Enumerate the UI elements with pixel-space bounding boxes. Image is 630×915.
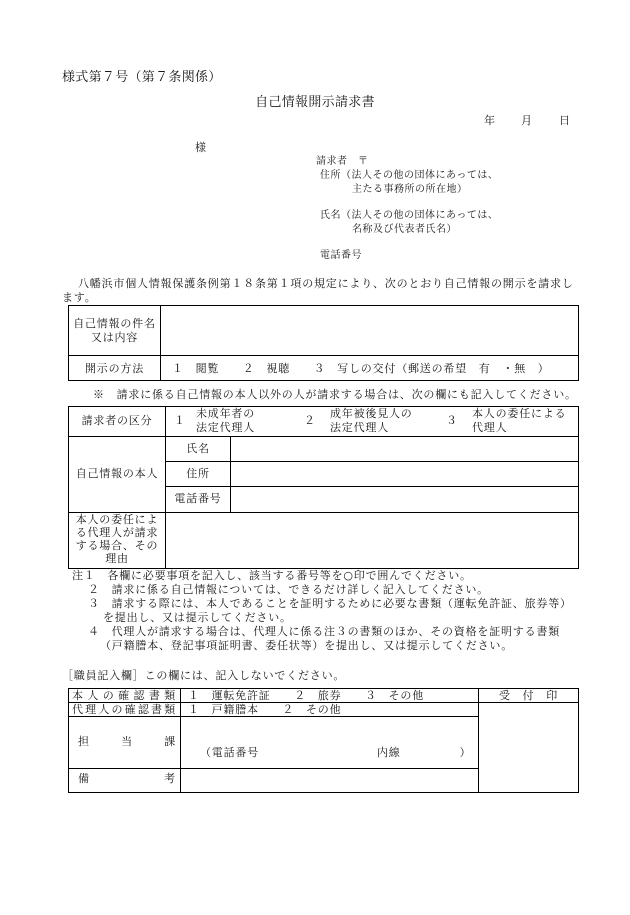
reason-label-line-3: する場合、その (75, 539, 159, 552)
phone-label: 電話番号 (320, 250, 362, 261)
identity-document-options: １ 運転免許証 ２ 旅券 ３ その他 (188, 689, 424, 702)
date-year-label: 年 (484, 114, 496, 127)
subject-value-area (161, 306, 578, 355)
proxy-document-label: 代理人の確認書類 (72, 703, 176, 716)
reason-label-line-1: 本人の委任によ (75, 513, 159, 526)
principal-name-value (231, 437, 578, 461)
request-table (68, 305, 579, 381)
category-2-label-line-1: 成年被後見人の (330, 407, 413, 420)
category-2-number: ２ (304, 414, 316, 427)
note-4: ４ 代理人が請求する場合は、代理人に係る注３の書類のほか、その資格を証明する書類 (88, 625, 560, 638)
intro-text-line-2: ます。 (62, 291, 97, 304)
category-1-number: １ (174, 414, 186, 427)
remarks-label: 備 考 (78, 772, 176, 785)
category-1-label-line-1: 未成年者の (196, 407, 255, 420)
requester-label: 請求者 (316, 156, 348, 167)
subject-label-line-2: 又は内容 (90, 331, 139, 344)
principal-phone-value (231, 487, 578, 512)
staff-section-heading: ［職員記入欄］この欄には、記入しないでください。 (62, 669, 346, 682)
intro-text-line-1: 八幡浜市個人情報保護条例第１８条第１項の規定により、次のとおり自己情報の開示を請求し (78, 277, 574, 290)
addressee-suffix: 様 (195, 141, 207, 154)
date-month-label: 月 (521, 114, 533, 127)
table-rule (69, 355, 578, 356)
note-3: ３ 請求する際には、本人であることを証明するために必要な書類（運転免許証、旅券等） (88, 597, 572, 610)
postal-mark: 〒 (358, 156, 369, 167)
name-label-line-2: 名称及び代表者氏名） (352, 224, 457, 235)
name-label-line-1: 氏名（法人その他の団体にあっては、 (320, 210, 499, 221)
note-2: ２ 請求に係る自己情報については、できるだけ詳しく記入してください。 (88, 583, 489, 596)
receipt-stamp-label: 受 付 印 (499, 689, 558, 702)
remarks-value-area (181, 769, 478, 792)
reason-label-line-2: る代理人が請求 (75, 526, 159, 539)
department-label: 担 当 課 (78, 735, 176, 748)
category-1-label-line-2: 法定代理人 (196, 421, 255, 434)
address-label-line-2: 主たる事務所の所在地） (352, 184, 468, 195)
receipt-stamp-area (479, 703, 578, 792)
principal-phone-label: 電話番号 (174, 492, 222, 505)
principal-label: 自己情報の本人 (75, 467, 159, 480)
table-rule (69, 716, 478, 717)
subject-label-line-1: 自己情報の件名 (73, 317, 156, 330)
form-number: 様式第７号（第７条関係） (62, 70, 222, 85)
principal-name-label: 氏名 (186, 442, 210, 455)
form-title: 自己情報開示請求書 (255, 95, 375, 110)
principal-address-value (231, 462, 578, 486)
category-3-label-line-1: 本人の委任による (472, 407, 567, 420)
note-3-continued: を提出し、又は提示してください。 (103, 611, 292, 624)
department-contact: （電話番号 内線 ） (200, 746, 472, 759)
category-3-label-line-2: 代理人 (472, 421, 508, 434)
proxy-document-options: １ 戸籍謄本 ２ その他 (188, 703, 342, 716)
reason-label-line-4: 理由 (105, 552, 129, 565)
identity-document-label: 本人の確認書類 (72, 689, 176, 702)
proxy-table (68, 406, 579, 569)
disclosure-method-label: 開示の方法 (85, 362, 144, 375)
address-label-line-1: 住所（法人その他の団体にあっては、 (320, 170, 499, 181)
proxy-note: ※ 請求に係る自己情報の本人以外の人が請求する場合は、次の欄にも記入してください。 (93, 388, 577, 401)
category-3-number: ３ (446, 414, 458, 427)
principal-address-label: 住所 (186, 467, 210, 480)
date-day-label: 日 (559, 114, 571, 127)
staff-table (68, 688, 579, 793)
category-2-label-line-2: 法定代理人 (330, 421, 389, 434)
disclosure-method-options: １ 閲覧 ２ 視聴 ３ 写しの交付（郵送の希望 有 ・無 ） (172, 362, 550, 375)
reason-value-area (166, 513, 578, 568)
requester-category-label: 請求者の区分 (81, 414, 153, 427)
note-4-continued: （戸籍謄本、登記事項証明書、委任状等）を提出し、又は提示してください。 (100, 639, 513, 652)
note-1: 注１ 各欄に必要事項を記入し、該当する番号等を○印で囲んでください。 (72, 569, 472, 582)
